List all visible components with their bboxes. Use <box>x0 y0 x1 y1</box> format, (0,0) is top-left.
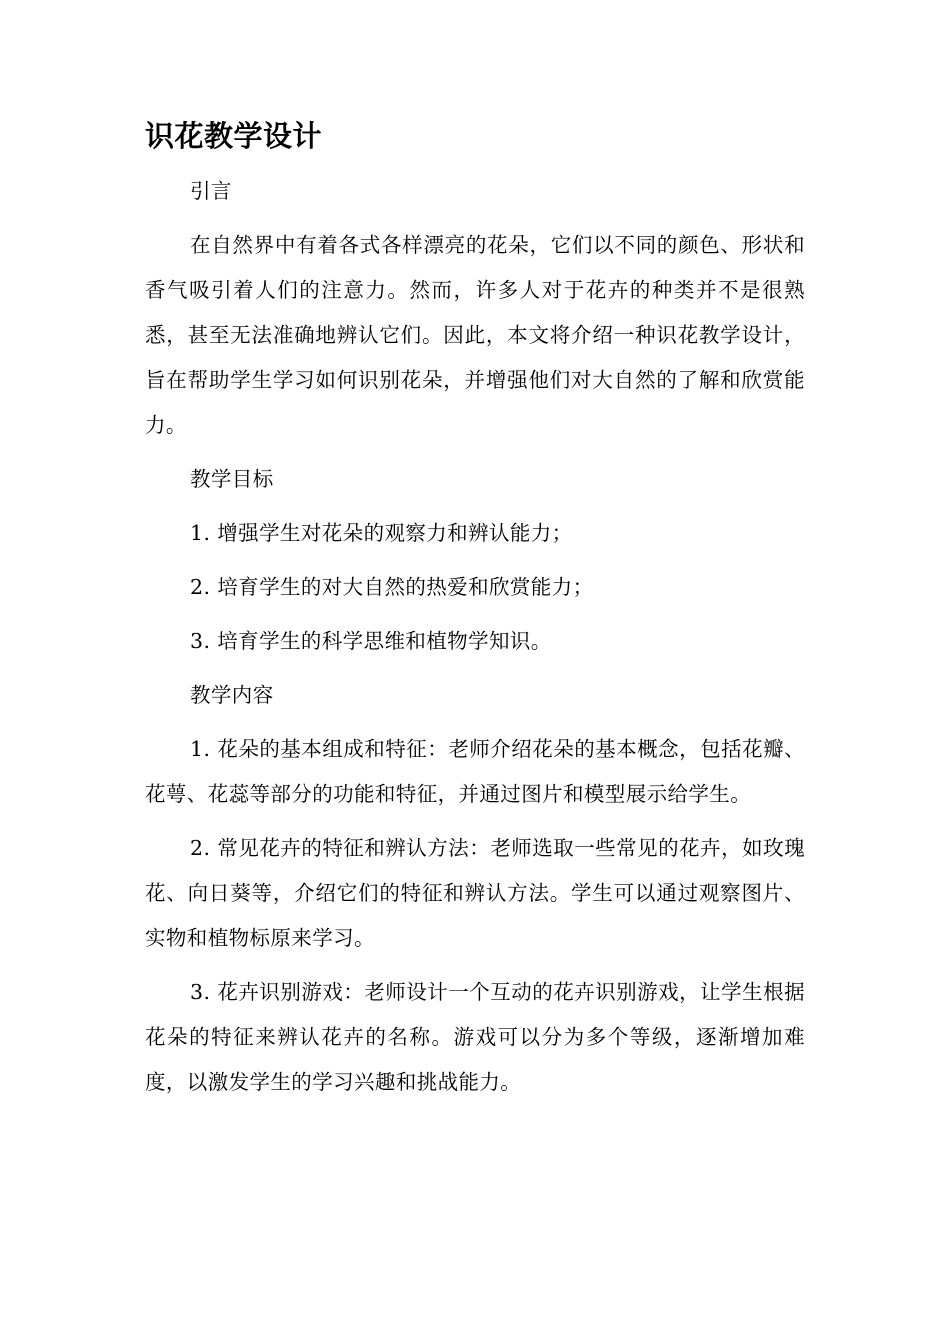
intro-paragraph: 在自然界中有着各式各样漂亮的花朵，它们以不同的颜色、形状和香气吸引着人们的注意力。然而，许多人对于花卉的种类并不是很熟悉，甚至无法准确地辨认它们。因此，本文将介绍一种识花教学设计，旨在帮助学生学习如何识别花朵，并增强他们对大自然的了解和欣赏能力。 <box>145 233 805 437</box>
content-item-2: 2. 常见花卉的特征和辨认方法：老师选取一些常见的花卉，如玫瑰花、向日葵等，介绍它们的特征和辨认方法。学生可以通过观察图片、实物和植物标原来学习。 <box>145 836 805 950</box>
goals-heading: 教学目标 <box>190 467 274 491</box>
content-item-1: 1. 花朵的基本组成和特征：老师介绍花朵的基本概念，包括花瓣、花萼、花蕊等部分的功能和特征，并通过图片和模型展示给学生。 <box>145 737 805 806</box>
document-body <box>145 117 805 1114</box>
goal-item-2: 2. 培育学生的对大自然的热爱和欣赏能力； <box>190 575 594 599</box>
content-item-3: 3. 花卉识别游戏：老师设计一个互动的花卉识别游戏，让学生根据花朵的特征来辨认花卉的名称。游戏可以分为多个等级，逐渐增加难度，以激发学生的学习兴趣和挑战能力。 <box>145 980 805 1094</box>
document-title: 识花教学设计 <box>145 119 323 153</box>
intro-heading: 引言 <box>190 179 232 203</box>
goal-item-1: 1. 增强学生对花朵的观察力和辨认能力； <box>190 521 573 545</box>
goal-item-3: 3. 培育学生的科学思维和植物学知识。 <box>190 629 552 653</box>
content-heading: 教学内容 <box>190 683 274 707</box>
